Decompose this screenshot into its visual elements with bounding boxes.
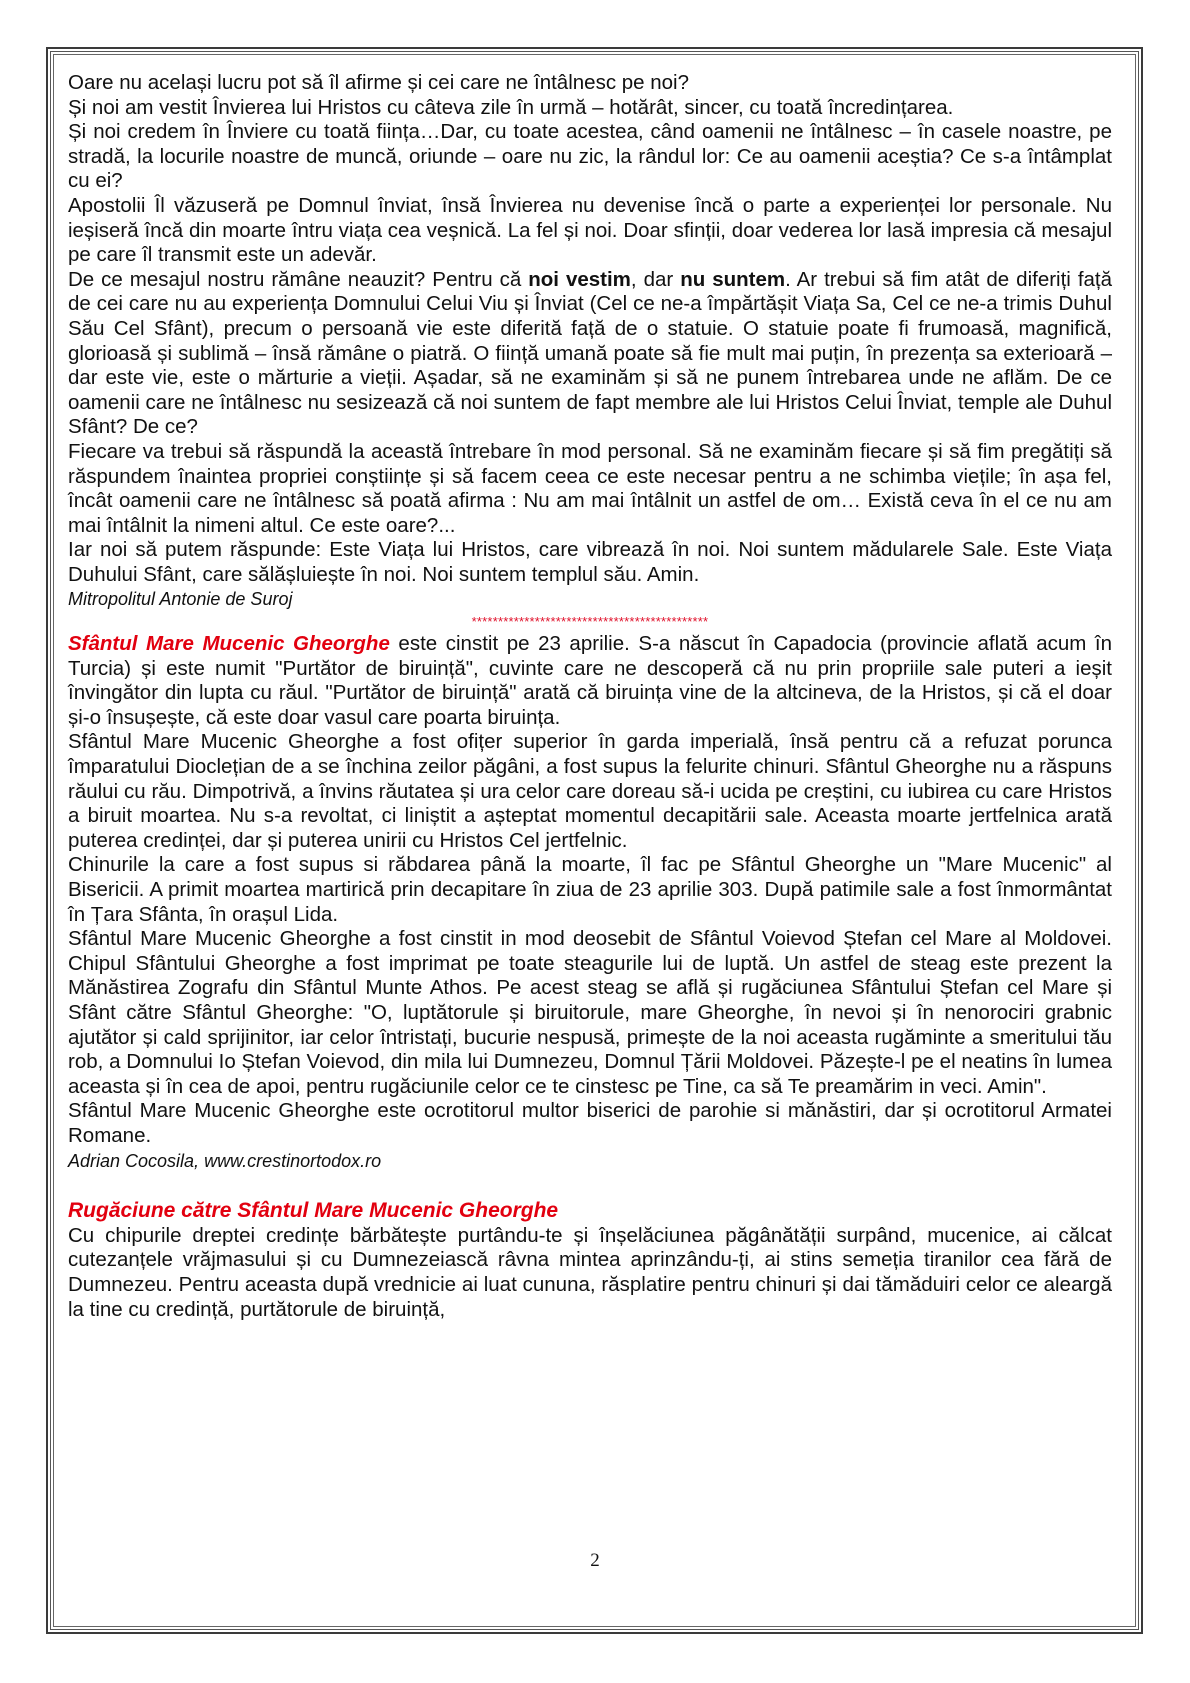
section-title: Sfântul Mare Mucenic Gheorghe bbox=[68, 632, 390, 656]
paragraph: Sfântul Mare Mucenic Gheorghe este ocrotitorul multor biserici de parohie si mănăstiri, dar și ocrotitorul Armatei Romane. bbox=[68, 1099, 1112, 1147]
paragraph: Chinurile la care a fost supus si răbdarea până la moarte, îl fac pe Sfântul Gheorghe un "Mare Mucenic" al Bisericii. A primit moartea martirică prin decapitare în ziua de 23 aprilie 303. După patimile sale a fost înmormântat în Țara Sfânta, în orașul Lida. bbox=[68, 853, 1112, 926]
section-separator: ********************************************* bbox=[471, 614, 709, 630]
paragraph: Oare nu același lucru pot să îl afirme și cei care ne întâlnesc pe noi? bbox=[68, 71, 690, 94]
text: De ce mesajul nostru rămâne neauzit? Pentru că bbox=[68, 267, 529, 291]
text: este cinstit pe 23 aprilie. S-a născut în Capadocia (provincie aflată acum în Turcia) și este numit "Purtător de biruință", cuvinte care ne descoperă că nu prin propriile sale puteri a ieșit învingător din lupta cu răul. "Purtător de biruință" arată că biruința vine de la altcineva, de la Hristos, și că el doar și-o însușește, că este doar vasul care poarta biruința. bbox=[68, 632, 1112, 729]
text: . Ar trebui să fim atât de diferiți față de cei care nu au experiența Domnului Celui Viu și Înviat (Cel ce ne-a împărtășit Viața Sa, Cel ce ne-a trimis Duhul Său Cel Sfânt), precum o persoană vie este diferită față de o statuie. O statuie poate fi frumoasă, magnifică, glorioasă și sublimă – însă rămâne o piatră. O ființă umană poate să fie mult mai puțin, în prezența sa exterioară – dar este vie, este o mărturie a vieții. Așadar, să ne examinăm și să ne punem întrebarea unde ne aflăm. De ce oamenii care ne întâlnesc nu sesizează că noi suntem de fapt membre ale lui Hristos Celui Înviat, temple ale Duhul Sfânt? De ce? bbox=[68, 267, 1113, 439]
paragraph: Apostolii Îl văzuseră pe Domnul înviat, însă Învierea nu devenise încă o parte a experienței lor personale. Nu ieșiseră încă din moarte întru viața cea veșnică. La fel și noi. Doar sfinții, doar vederea lor lasă impresia că mesajul pe care îl transmit este un adevăr. bbox=[68, 193, 1112, 267]
paragraph: Sfântul Mare Mucenic Gheorghe a fost cinstit in mod deosebit de Sfântul Voievod Ștefan cel Mare al Moldovei. Chipul Sfântului Gheorghe a fost imprimat pe toate steagurile lui de luptă. Un astfel de steag este prezent la Mănăstirea Zografu din Sfântul Munte Athos. Pe acest steag se află și rugăciunea Sfântului Ștefan cel Mare și Sfânt către Sfântul Gheorghe: "O, luptătorule și biruitorule, mare Gheorghe, în nevoi și în nenorociri grabnic ajutător și cald sprijinitor, iar celor întristați, bucurie nespusă, primește de la noi aceasta rugăminte a smeritului tău rob, a Domnului Io Ștefan Voievod, din mila lui Dumnezeu, Domnul Țării Moldovei. Păzește-l pe el neatins în lumea aceasta și în cea de apoi, pentru rugăciunile celor ce te cinstesc pe Tine, ca să Te preamărim in veci. Amin". bbox=[68, 927, 1112, 1098]
paragraph: Sfântul Mare Mucenic Gheorghe a fost ofițer superior în garda imperială, însă pentru că a refuzat porunca împaratului Dioclețian de a se închina zeilor păgâni, a fost supus la felurite chinuri. Sfântul Gheorghe nu a răspuns răului cu rău. Dimpotrivă, a învins răutatea și ura celor care doreau să-i ucida pe creștini, cu iubirea cu care Hristos a biruit moartea. Nu s-a revoltat, ci liniștit a așteptat momentul decapitării sale. Aceasta moarte jertfelnica arată puterea credinței, dar și puterea unirii cu Hristos Cel jertfelnic. bbox=[68, 730, 1112, 852]
text: , dar bbox=[630, 267, 681, 291]
page-number: 2 bbox=[590, 1550, 600, 1571]
author-signature: Adrian Cocosila, www.crestinortodox.ro bbox=[68, 1150, 382, 1171]
paragraph: Și noi am vestit Învierea lui Hristos cu câteva zile în urmă – hotărât, sincer, cu toată încredințarea. bbox=[68, 95, 954, 119]
paragraph bbox=[68, 632, 1112, 730]
bold-text: noi vestim bbox=[528, 267, 631, 291]
page-content bbox=[68, 71, 1112, 1322]
prayer-heading: Rugăciune către Sfântul Mare Mucenic Gheorghe bbox=[68, 1199, 559, 1223]
bold-text: nu suntem bbox=[680, 267, 786, 291]
paragraph: Fiecare va trebui să răspundă la această întrebare în mod personal. Să ne examinăm fiecare și să fim pregătiți să răspundem înaintea propriei conștiințe și să facem ceea ce este necesar pentru a ne schimba viețile; în așa fel, încât oamenii care ne întâlnesc să poată afirma : Nu am mai întâlnit un astfel de om… Există ceva în el ce nu am mai întâlnit la nimeni altul. Ce este oare?... bbox=[68, 439, 1112, 537]
paragraph: Cu chipurile dreptei credințe bărbătește purtându-te și înșelăciunea păgânătății surpând, mucenice, ai călcat cutezanțele vrăjmasului și cu Dumnezeiască râvna mintea aprinzându-ți, ai stins semeția tiranilor cea fără de Dumnezeu. Pentru aceasta după vrednicie ai luat cununa, răsplatire pentru chinuri și dai tămăduiri celor ce aleargă la tine cu credință, purtătorule de biruință, bbox=[68, 1223, 1112, 1321]
paragraph: Iar noi să putem răspunde: Este Viața lui Hristos, care vibrează în noi. Noi suntem mădularele Sale. Este Viața Duhului Sfânt, care sălășluiește în noi. Noi suntem templul său. Amin. bbox=[68, 538, 1112, 586]
author-signature: Mitropolitul Antonie de Suroj bbox=[68, 589, 293, 610]
paragraph: Și noi credem în Înviere cu toată ființa…Dar, cu toate acestea, când oamenii ne întâlnesc – în casele noastre, pe stradă, la locurile noastre de muncă, oriunde – oare nu zic, la rândul lor: Ce au oamenii aceștia? Ce s-a întâmplat cu ei? bbox=[68, 120, 1112, 193]
paragraph bbox=[68, 268, 1112, 440]
